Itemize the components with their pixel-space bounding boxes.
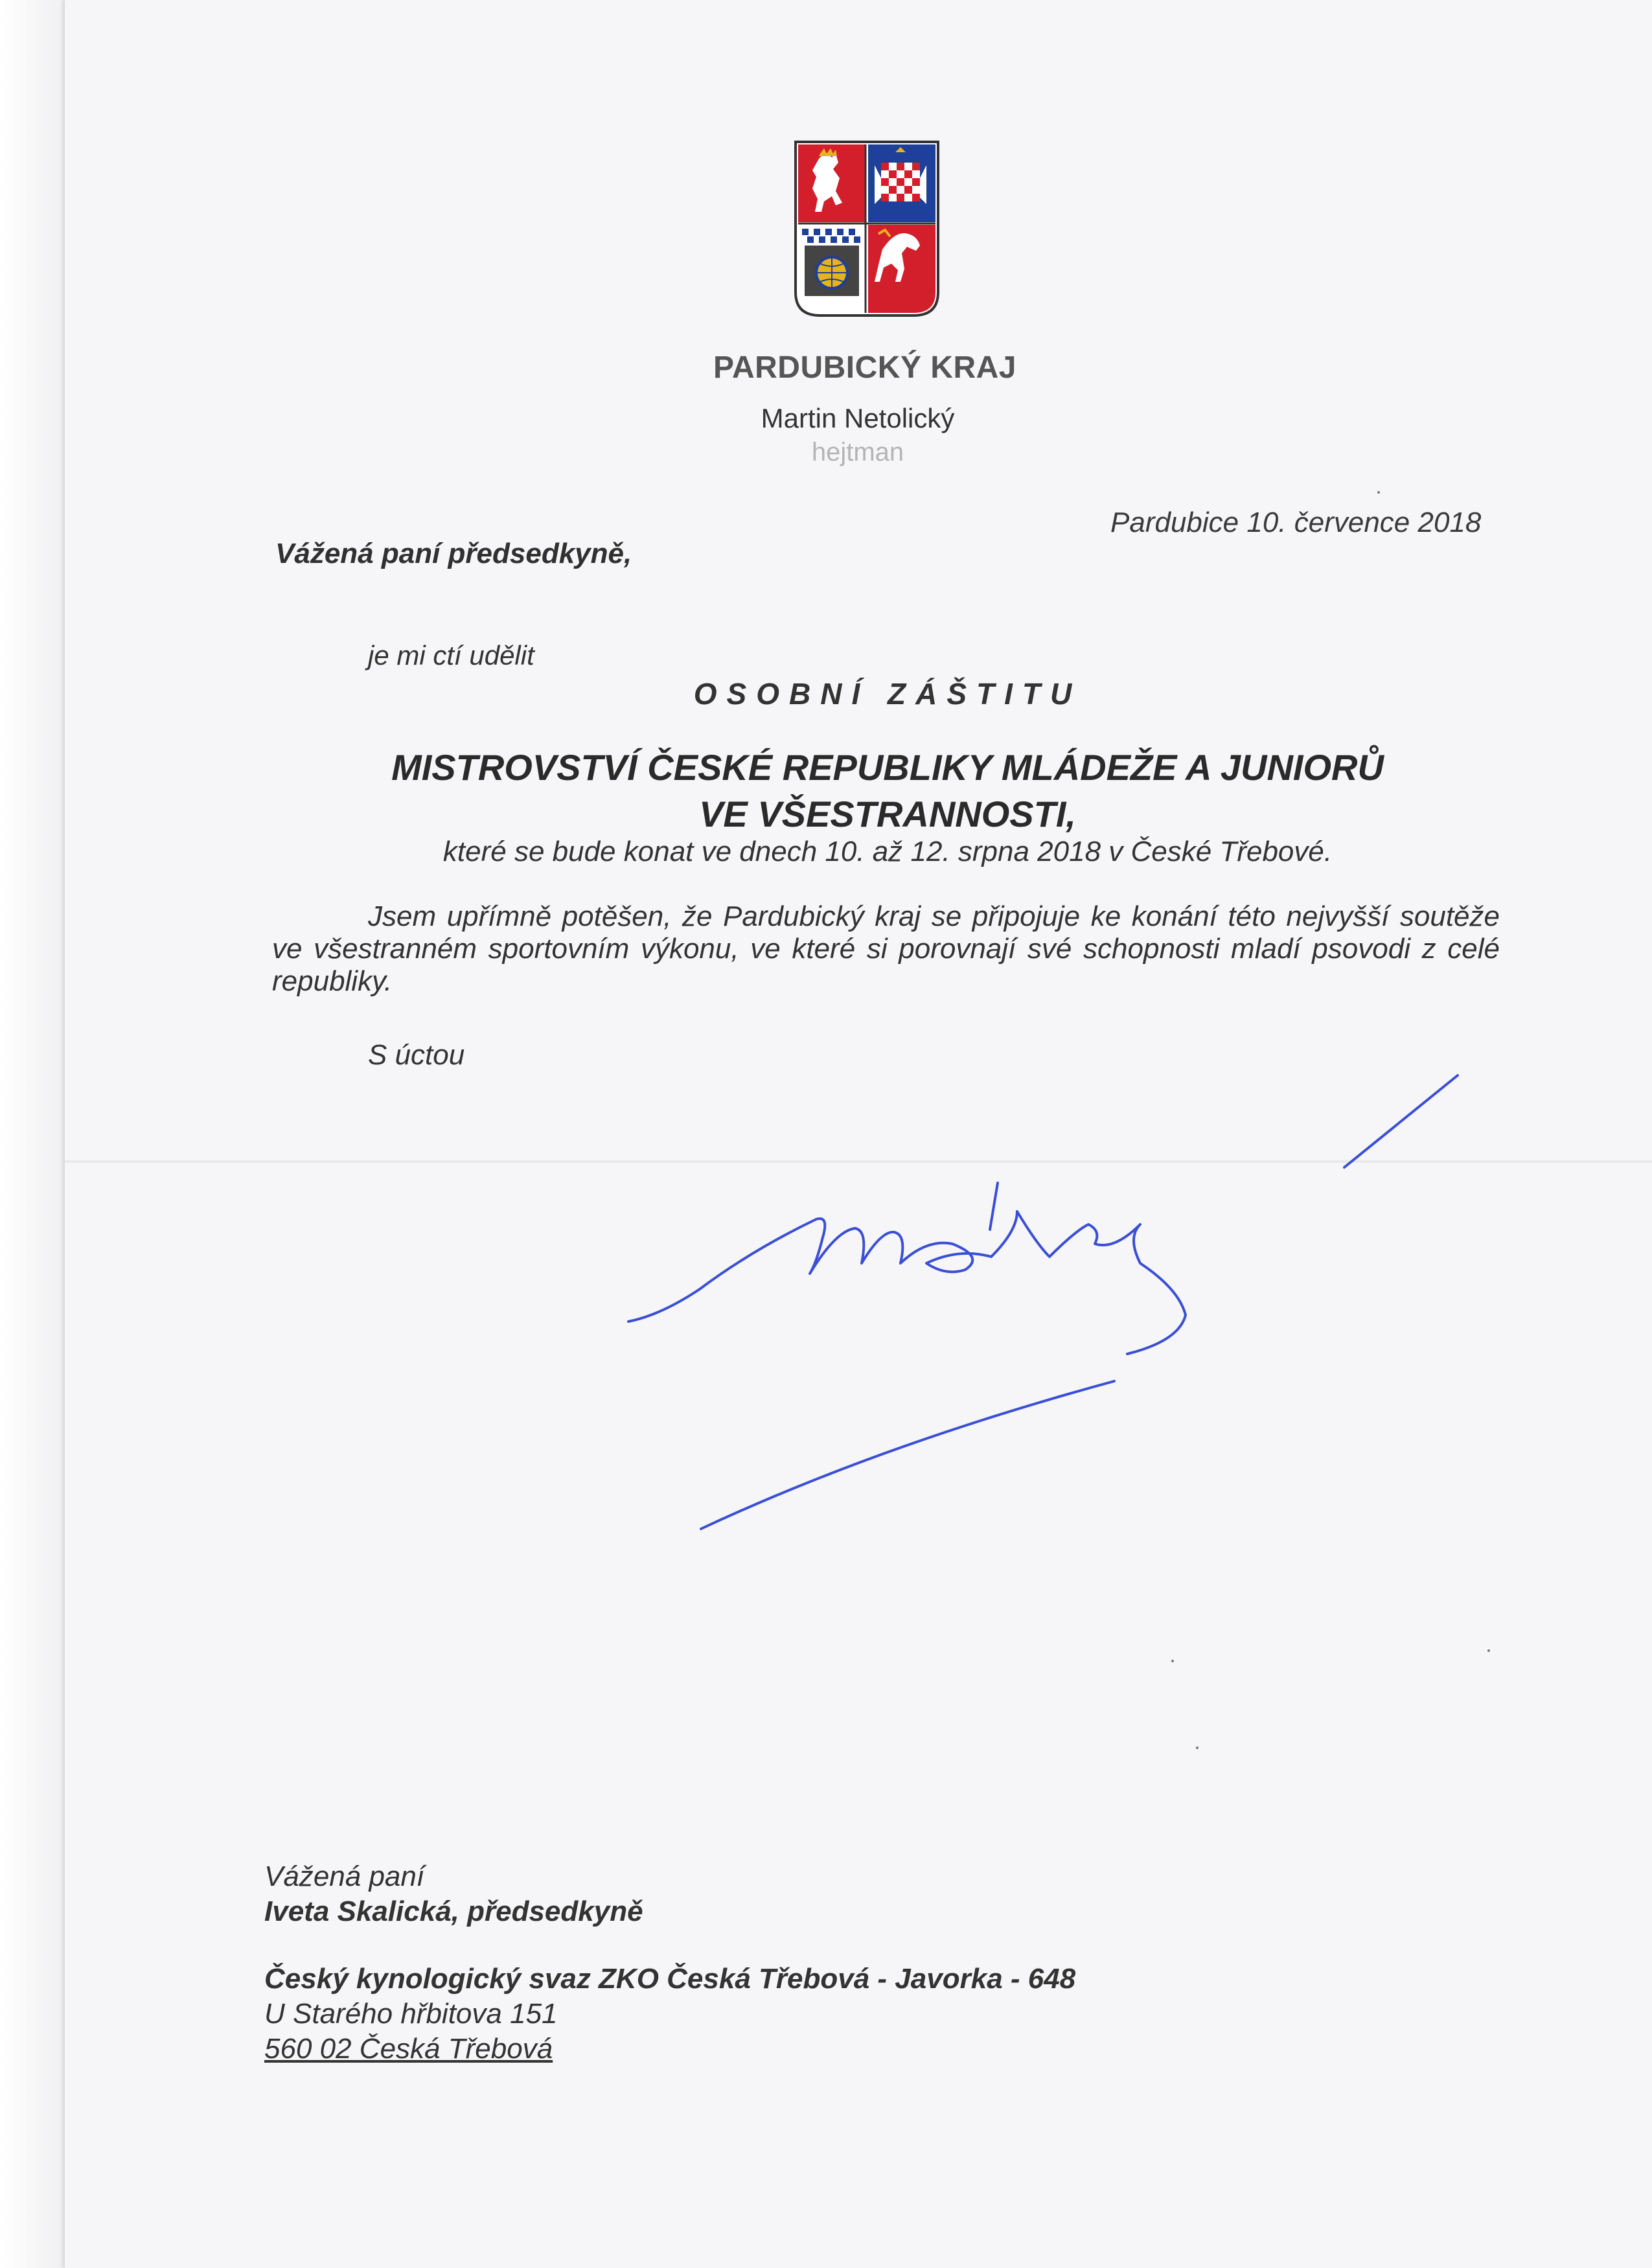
scan-speck — [1487, 1649, 1490, 1652]
honor-heading: OSOBNÍ ZÁŠTITU — [693, 677, 1082, 711]
scan-left-margin — [0, 0, 65, 2268]
closing: S úctou — [368, 1039, 465, 1071]
event-title-line1: MISTROVSTVÍ ČESKÉ REPUBLIKY MLÁDEŽE A JUNIORŮ — [391, 747, 1384, 788]
recipient-city: 560 02 Česká Třebová — [264, 2033, 553, 2065]
salutation: Vážená paní předsedkyně, — [275, 538, 632, 569]
recipient-organization: Český kynologický svaz ZKO Česká Třebová - Javorka - 648 — [264, 1963, 1076, 1995]
official-role: hejtman — [811, 438, 904, 466]
body-paragraph: Jsem upřímně potěšen, že Pardubický kraj se připojuje ke konání této nejvyšší soutěže ve všestranném sportovním výkonu, ve které si porovnají své schopnosti mladí psovodi z celé republiky. — [272, 900, 1500, 997]
scan-speck — [1377, 491, 1380, 494]
recipient-name: Iveta Skalická, předsedkyně — [264, 1896, 643, 1927]
intro-text: je mi ctí udělit — [368, 640, 534, 670]
recipient-greeting: Vážená paní — [264, 1861, 425, 1892]
scan-speck — [1196, 1747, 1199, 1749]
official-name: Martin Netolický — [761, 403, 955, 433]
event-title-line2: VE VŠESTRANNOSTI, — [699, 794, 1076, 834]
letter-date: Pardubice 10. července 2018 — [1110, 507, 1482, 538]
event-detail: které se bude konat ve dnech 10. až 12. srpna 2018 v České Třebové. — [442, 836, 1333, 867]
scan-speck — [1171, 1660, 1174, 1662]
signature-icon — [622, 1069, 1464, 1535]
coat-of-arms-icon — [793, 139, 941, 318]
recipient-street: U Starého hřbitova 151 — [264, 1998, 558, 2030]
region-title: PARDUBICKÝ KRAJ — [713, 350, 1016, 385]
